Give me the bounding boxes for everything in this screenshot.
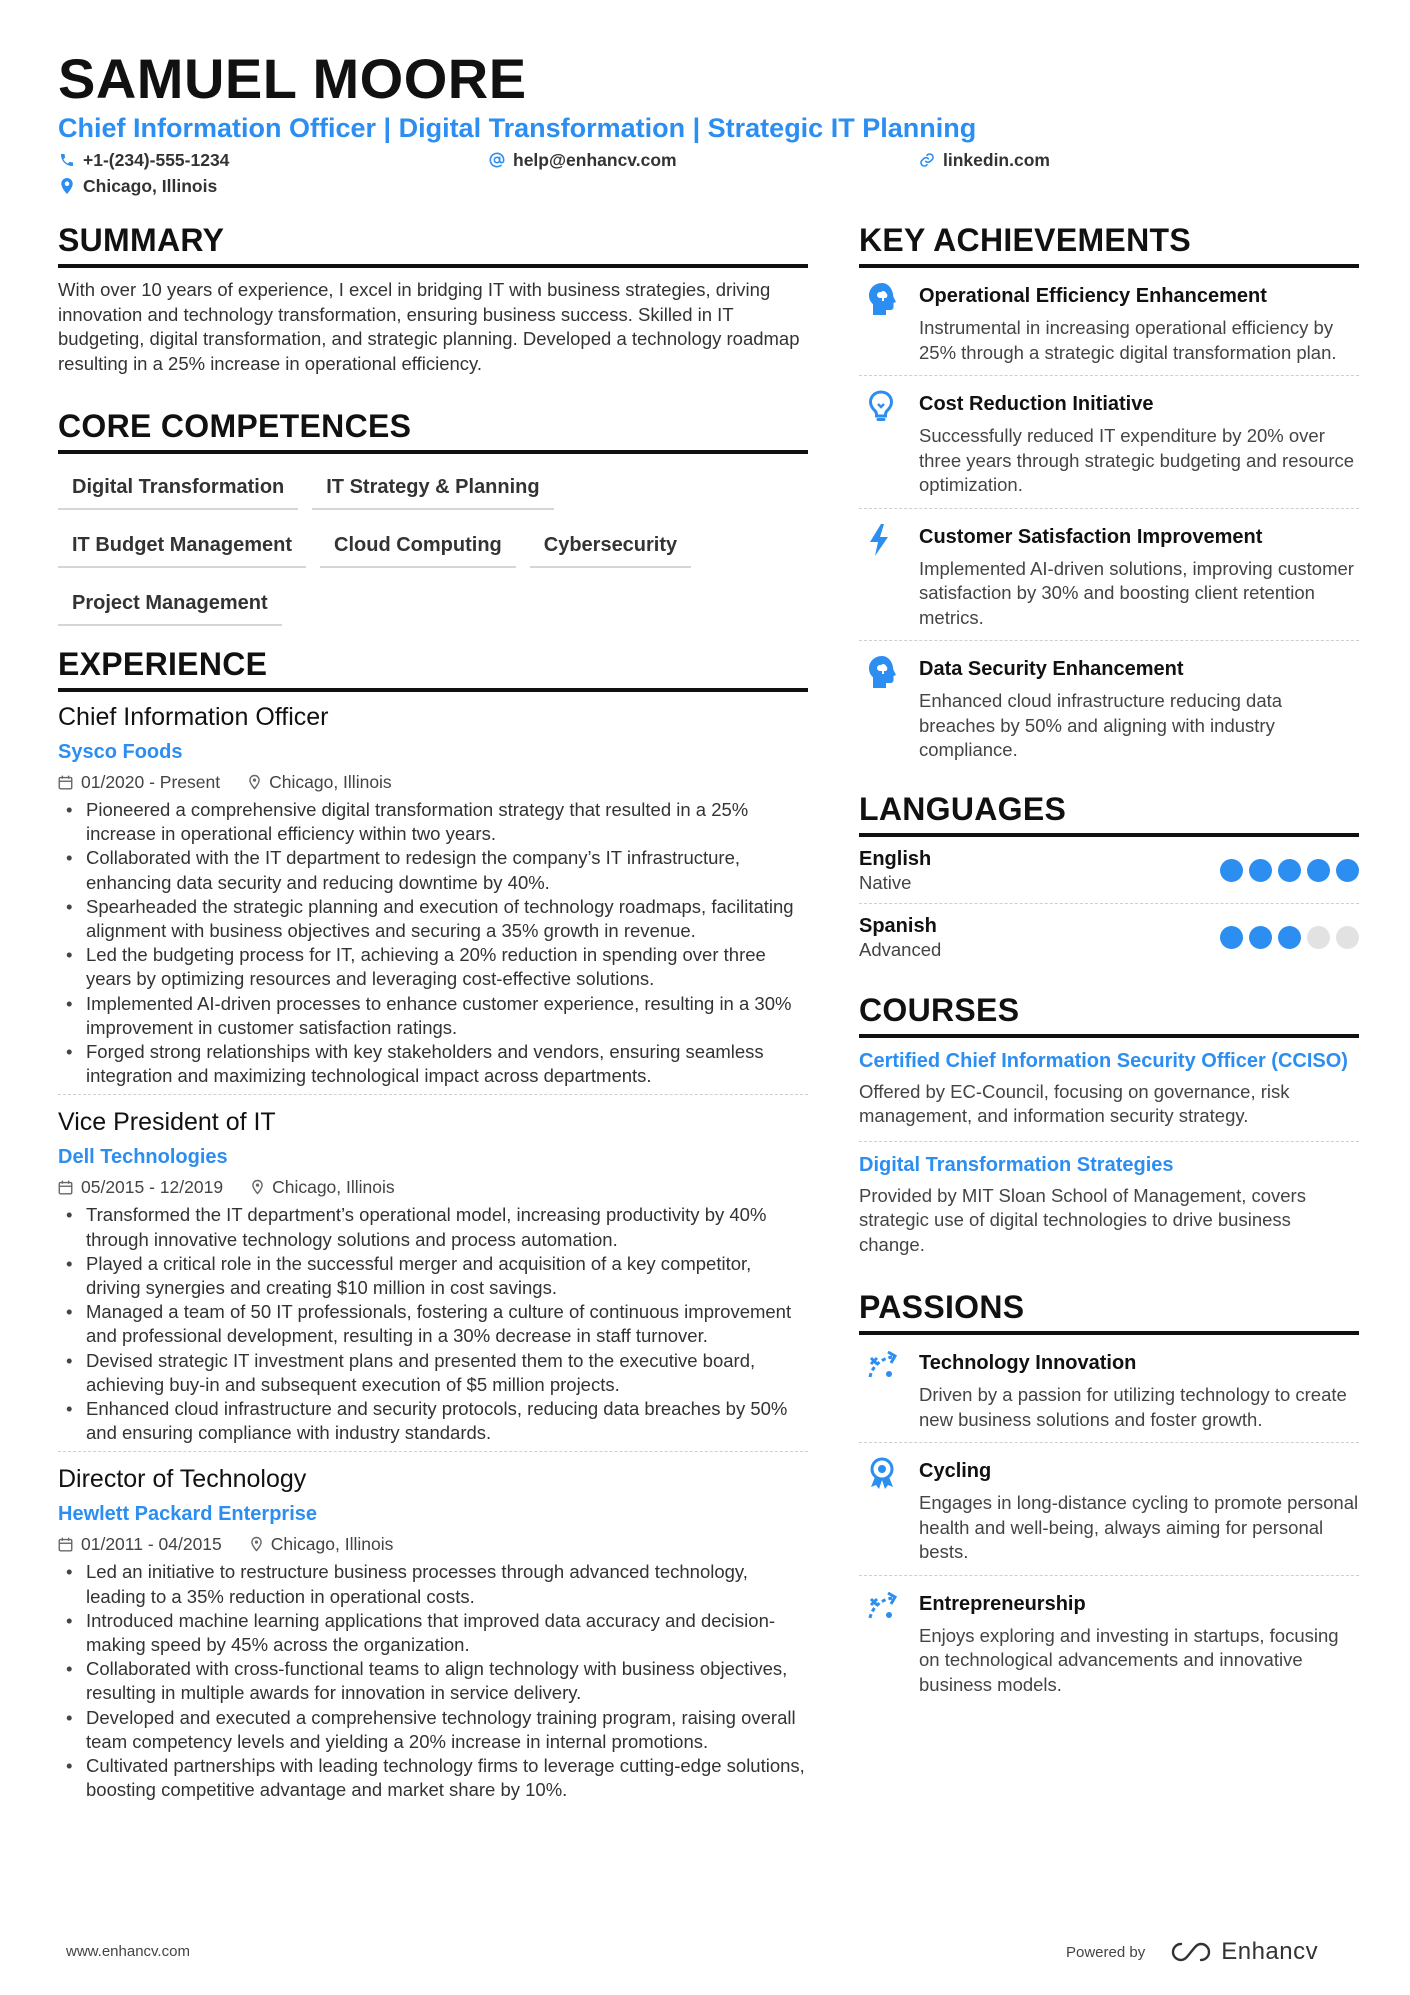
course-item — [859, 1142, 1359, 1270]
linkedin-text: linkedin.com — [943, 150, 1050, 170]
passion-title: Cycling — [919, 1460, 992, 1482]
contact-location — [58, 174, 217, 198]
summary-title: SUMMARY — [58, 220, 808, 268]
courses-title: COURSES — [859, 990, 1359, 1038]
language-rating — [1214, 859, 1359, 882]
language-item — [859, 837, 1359, 904]
job-bullet: • Forged strong relationships with key stakeholders and vendors, ensuring seamless integration and maximizing technological impact across departments. — [58, 1040, 808, 1088]
award-ribbon-icon — [867, 1457, 897, 1491]
lightbulb-icon — [867, 390, 895, 424]
at-sign-icon — [488, 151, 506, 169]
achievement-title: Data Security Enhancement — [919, 658, 1184, 680]
passion-item — [859, 1443, 1359, 1576]
rating-dot-filled — [1307, 859, 1330, 882]
job-bullet: • Pioneered a comprehensive digital transformation strategy that resulted in a 25% increase in operational efficiency within two years. — [58, 798, 808, 846]
skills-list — [58, 468, 808, 642]
contact-linkedin[interactable] — [918, 148, 1050, 172]
phone-icon — [58, 151, 76, 169]
passions-section — [859, 1287, 1359, 1707]
calendar-icon — [58, 775, 73, 790]
achievement-desc: Implemented AI-driven solutions, improving customer satisfaction by 30% and boosting client retention metrics. — [919, 557, 1354, 628]
job-bullet: • Cultivated partnerships with leading technology firms to leverage cutting-edge solutions, boosting competitive advantage and market share by 10%. — [58, 1754, 808, 1802]
brain-head-icon — [867, 655, 897, 689]
job-bullet: • Implemented AI-driven processes to enhance customer experience, resulting in a 30% improvement in customer satisfaction ratings. — [58, 992, 808, 1040]
job-bullet: • Led the budgeting process for IT, achieving a 20% reduction in spending over three years by optimizing resources and leveraging cost-effective solutions. — [58, 943, 808, 991]
job-bullet: • Collaborated with the IT department to redesign the company’s IT infrastructure, enhancing data security and reducing downtime by 40%. — [58, 846, 808, 894]
languages-title: LANGUAGES — [859, 789, 1359, 837]
company-name: Sysco Foods — [58, 741, 183, 763]
job-meta — [58, 1175, 808, 1199]
map-pin-icon — [248, 774, 261, 790]
candidate-headline: Chief Information Officer | Digital Transformation | Strategic IT Planning — [58, 113, 977, 143]
passion-desc: Engages in long-distance cycling to promote personal health and well-being, always aiming for personal bests. — [919, 1492, 1359, 1562]
summary-section — [58, 220, 808, 376]
passions-title: PASSIONS — [859, 1287, 1359, 1335]
job-dates: 01/2020 - Present — [81, 772, 221, 792]
job-entry — [58, 1462, 808, 1808]
enhancv-logo[interactable] — [1169, 1938, 1318, 1966]
achievement-desc: Successfully reduced IT expenditure by 20% over three years through strategic budgeting and resource optimization. — [919, 425, 1355, 495]
job-title: Chief Information Officer — [58, 703, 329, 731]
left-column — [58, 220, 808, 1819]
summary-text: With over 10 years of experience, I excel in bridging IT with business strategies, driving innovation and technology transformation, ensuring business success. Skilled in IT budgeting, digital transformation, and strategic planning. Developed a technology roadmap resulting in a 25% increase in operational efficiency. — [58, 279, 800, 374]
passion-title: Technology Innovation — [919, 1352, 1137, 1374]
course-item — [859, 1038, 1359, 1142]
contact-email[interactable] — [488, 148, 677, 172]
contact-phone[interactable] — [58, 148, 229, 172]
map-pin-icon — [58, 177, 76, 195]
job-entry — [58, 1105, 808, 1452]
competences-section — [58, 406, 808, 642]
job-bullet: • Managed a team of 50 IT professionals, fostering a culture of continuous improvement and professional development, resulting in a 30% decrease in staff turnover. — [58, 1300, 808, 1348]
brain-head-icon — [867, 282, 897, 316]
job-bullets — [58, 1203, 808, 1445]
lightning-icon — [867, 523, 891, 557]
achievement-desc: Enhanced cloud infrastructure reducing data breaches by 50% and aligning with industry compliance. — [919, 690, 1283, 760]
calendar-icon — [58, 1537, 73, 1552]
skill-tag: Cloud Computing — [320, 526, 516, 568]
rating-dot-filled — [1249, 859, 1272, 882]
course-desc: Provided by MIT Sloan School of Management, covers strategic use of digital technologies to drive business change. — [859, 1184, 1306, 1255]
course-title: Digital Transformation Strategies — [859, 1153, 1174, 1176]
job-bullet: • Spearheaded the strategic planning and execution of technology roadmaps, facilitating alignment with business objectives and securing a 35% growth in revenue. — [58, 895, 808, 943]
job-location: Chicago, Illinois — [272, 1177, 395, 1198]
job-dates: 05/2015 - 12/2019 — [81, 1177, 224, 1198]
language-level: Advanced — [859, 938, 942, 960]
language-item — [859, 904, 1359, 970]
languages-section — [859, 789, 1359, 970]
company-name: Hewlett Packard Enterprise — [58, 1503, 317, 1526]
job-bullet: • Played a critical role in the successful merger and acquisition of a key competitor, driving synergies and creating $10 million in cost savings. — [58, 1252, 808, 1300]
experience-section — [58, 644, 808, 1809]
achievement-item — [859, 641, 1359, 773]
achievements-section — [859, 220, 1359, 773]
course-title: Certified Chief Information Security Officer (CCISO) — [859, 1049, 1348, 1072]
job-bullet: • Developed and executed a comprehensive technology training program, raising overall team competency levels and yielding a 20% increase in internal promotions. — [58, 1706, 808, 1754]
rating-dot-empty — [1336, 926, 1359, 949]
strategy-icon — [867, 1590, 899, 1622]
job-bullets — [58, 798, 808, 1088]
skill-tag: Cybersecurity — [530, 526, 691, 568]
job-title: Director of Technology — [58, 1465, 307, 1494]
achievement-title: Cost Reduction Initiative — [919, 393, 1154, 415]
rating-dot-filled — [1278, 859, 1301, 882]
passion-item — [859, 1335, 1359, 1443]
rating-dot-filled — [1336, 859, 1359, 882]
job-dates: 01/2011 - 04/2015 — [81, 1534, 222, 1555]
candidate-name: SAMUEL MOORE — [58, 47, 527, 110]
rating-dot-filled — [1220, 926, 1243, 949]
link-icon — [918, 151, 936, 169]
job-location: Chicago, Illinois — [269, 772, 392, 792]
job-bullet: • Led an initiative to restructure business processes through advanced technology, leading to a 35% reduction in operational costs. — [58, 1560, 808, 1608]
language-rating — [1214, 926, 1359, 949]
map-pin-icon — [251, 1179, 264, 1195]
brand-name: Enhancv — [1221, 1938, 1319, 1965]
passion-desc: Enjoys exploring and investing in startups, focusing on technological advancements and innovative business models. — [919, 1624, 1339, 1695]
passion-title: Entrepreneurship — [919, 1592, 1086, 1615]
achievement-title: Operational Efficiency Enhancement — [919, 285, 1267, 307]
footer-branding — [1066, 1938, 1318, 1966]
achievement-desc: Instrumental in increasing operational efficiency by 25% through a strategic digital transformation plan. — [919, 317, 1337, 363]
job-title: Vice President of IT — [58, 1108, 276, 1137]
skill-tag: IT Budget Management — [58, 526, 306, 568]
experience-title: EXPERIENCE — [58, 644, 808, 692]
rating-dot-filled — [1278, 926, 1301, 949]
language-name: Spanish — [859, 914, 937, 937]
calendar-icon — [58, 1180, 73, 1195]
company-name: Dell Technologies — [58, 1146, 228, 1169]
achievements-title: KEY ACHIEVEMENTS — [859, 220, 1359, 268]
powered-by-text: Powered by — [1066, 1943, 1146, 1961]
strategy-icon — [867, 1349, 899, 1381]
competences-title: CORE COMPETENCES — [58, 406, 808, 454]
rating-dot-empty — [1307, 926, 1330, 949]
job-meta — [58, 1532, 808, 1556]
skill-tag: IT Strategy & Planning — [312, 468, 553, 510]
course-desc: Offered by EC-Council, focusing on governance, risk management, and information security strategy. — [859, 1080, 1290, 1126]
job-bullet: • Devised strategic IT investment plans and presented them to the executive board, achieving buy-in and subsequent execution of $5 million projects. — [58, 1349, 808, 1397]
map-pin-icon — [250, 1536, 263, 1552]
job-bullet: • Introduced machine learning applications that improved data accuracy and decision-making speed by 45% across the organization. — [58, 1609, 808, 1657]
right-column — [859, 220, 1359, 1707]
language-level: Native — [859, 871, 912, 893]
job-bullet: • Collaborated with cross-functional teams to align technology with business objectives, resulting in multiple awards for innovation in service delivery. — [58, 1657, 808, 1705]
job-meta — [58, 770, 808, 794]
job-bullet: • Enhanced cloud infrastructure and security protocols, reducing data breaches by 50% and ensuring compliance with industry standards. — [58, 1397, 808, 1445]
achievement-item — [859, 509, 1359, 642]
achievement-item — [859, 376, 1359, 509]
job-bullet: • Transformed the IT department’s operational model, increasing productivity by 40% through innovative technology solutions and process automation. — [58, 1203, 808, 1251]
passion-desc: Driven by a passion for utilizing technology to create new business solutions and foster growth. — [919, 1384, 1347, 1430]
courses-section — [859, 990, 1359, 1270]
language-name: English — [859, 847, 932, 870]
skill-tag: Digital Transformation — [58, 468, 298, 510]
location-text: Chicago, Illinois — [83, 176, 218, 196]
job-bullets — [58, 1560, 808, 1802]
email-text: help@enhancv.com — [513, 150, 677, 170]
skill-tag: Project Management — [58, 584, 282, 626]
rating-dot-filled — [1220, 859, 1243, 882]
footer-website[interactable]: www.enhancv.com — [66, 1943, 190, 1960]
achievement-item — [859, 268, 1359, 376]
enhancv-logo-icon — [1169, 1941, 1215, 1963]
job-location: Chicago, Illinois — [270, 1534, 394, 1555]
passion-item — [859, 1576, 1359, 1708]
rating-dot-filled — [1249, 926, 1272, 949]
achievement-title: Customer Satisfaction Improvement — [919, 525, 1263, 548]
job-entry — [58, 700, 808, 1095]
phone-text: +1-(234)-555-1234 — [83, 150, 230, 170]
